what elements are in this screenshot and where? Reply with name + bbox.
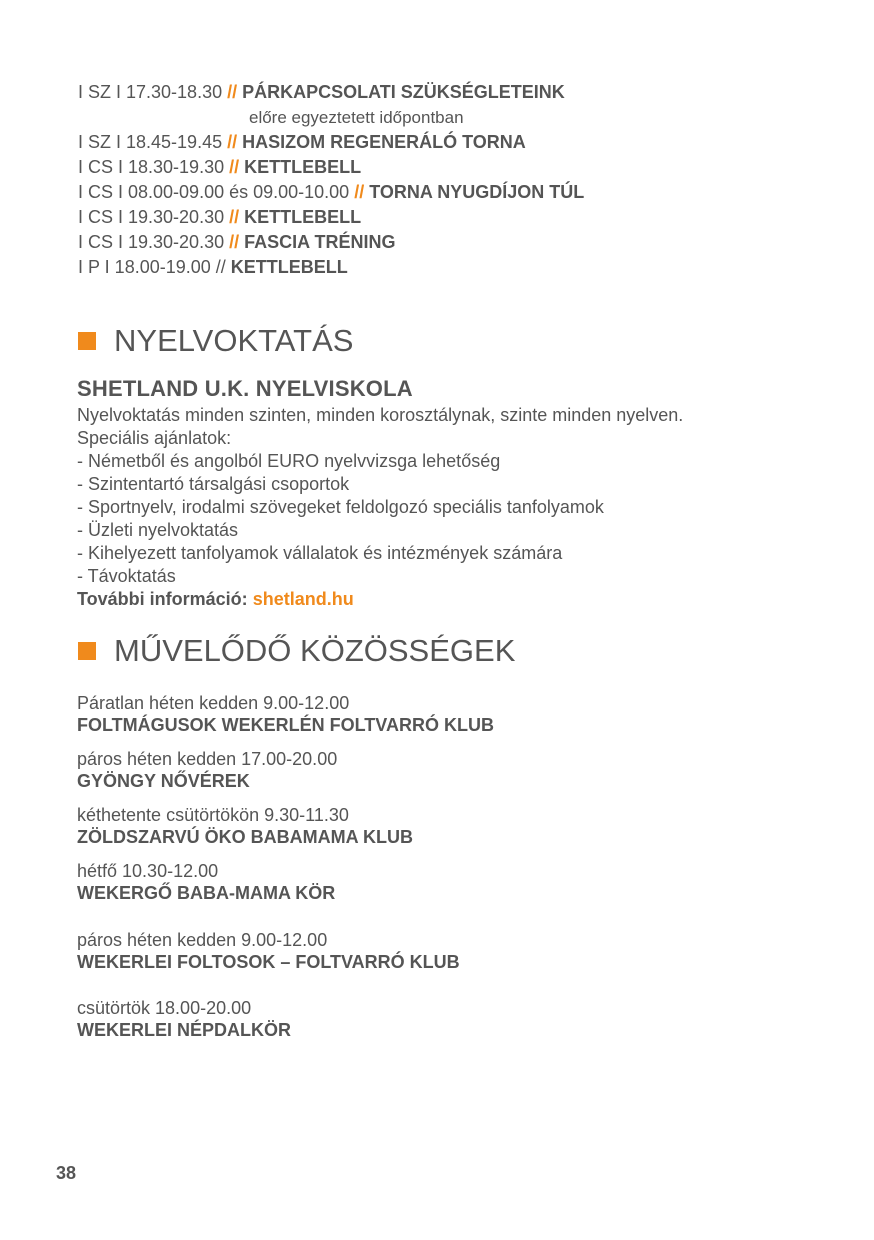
separator: // <box>224 232 245 252</box>
schedule-note: előre egyeztetett időpontban <box>249 108 464 127</box>
section-heading-language <box>78 323 353 359</box>
schedule-item <box>78 255 838 280</box>
club-name: WEKERLEI FOLTOSOK – FOLTVARRÓ KLUB <box>77 952 460 972</box>
schedule-item <box>78 180 838 205</box>
club-item <box>77 860 837 904</box>
schedule-title: KETTLEBELL <box>244 157 362 177</box>
schedule-list <box>78 80 838 280</box>
schedule-day: I CS I 18.30-19.30 <box>78 157 225 177</box>
schedule-title: TORNA NYUGDÍJON TÚL <box>369 182 585 202</box>
school-line: - Üzleti nyelvoktatás <box>77 520 239 540</box>
schedule-day: I SZ I 18.45-19.45 <box>78 132 223 152</box>
page-number: 38 <box>56 1163 77 1183</box>
schedule-item <box>78 130 838 155</box>
club-name: WEKERLEI NÉPDALKÖR <box>77 1020 292 1040</box>
website-link[interactable]: shetland.hu <box>252 589 354 609</box>
club-name: FOLTMÁGUSOK WEKERLÉN FOLTVARRÓ KLUB <box>77 715 494 735</box>
schedule-item <box>78 230 838 255</box>
schedule-title: HASIZOM REGENERÁLÓ TORNA <box>242 132 526 152</box>
schedule-item <box>78 80 838 105</box>
school-line: - Kihelyezett tanfolyamok vállalatok és intézmények számára <box>77 543 563 563</box>
club-time: Páratlan héten kedden 9.00-12.00 <box>77 693 350 713</box>
orange-square-icon <box>78 642 96 660</box>
club-item <box>77 804 837 848</box>
section-heading-communities <box>78 633 515 669</box>
orange-square-icon <box>78 332 96 350</box>
section-heading-text: MŰVELŐDŐ KÖZÖSSÉGEK <box>114 633 516 668</box>
schedule-item <box>78 205 838 230</box>
separator: // <box>222 82 243 102</box>
school-line: Nyelvoktatás minden szinten, minden korosztálynak, szinte minden nyelven. <box>77 405 684 425</box>
club-name: ZÖLDSZARVÚ ÖKO BABAMAMA KLUB <box>77 827 413 847</box>
club-time: kéthetente csütörtökön 9.30-11.30 <box>77 805 349 825</box>
school-line: - Sportnyelv, irodalmi szövegeket feldolgozó speciális tanfolyamok <box>77 497 604 517</box>
club-item <box>77 929 837 973</box>
separator: // <box>222 132 243 152</box>
club-name: GYÖNGY NŐVÉREK <box>77 771 250 791</box>
school-line: Speciális ajánlatok: <box>77 428 232 448</box>
separator: // <box>210 257 231 277</box>
club-item <box>77 692 837 736</box>
separator: // <box>224 157 245 177</box>
club-name: WEKERGŐ BABA-MAMA KÖR <box>77 883 336 903</box>
separator: // <box>349 182 370 202</box>
schedule-day: I CS I 19.30-20.30 <box>78 232 225 252</box>
section-heading-text: NYELVOKTATÁS <box>114 323 354 358</box>
schedule-day: I CS I 19.30-20.30 <box>78 207 225 227</box>
schedule-day: I CS I 08.00-09.00 és 09.00-10.00 <box>78 182 350 202</box>
club-time: hétfő 10.30-12.00 <box>77 861 219 881</box>
schedule-title: FASCIA TRÉNING <box>244 232 396 252</box>
club-item <box>77 997 837 1041</box>
separator: // <box>224 207 245 227</box>
schedule-title: PÁRKAPCSOLATI SZÜKSÉGLETEINK <box>242 82 565 102</box>
club-time: csütörtök 18.00-20.00 <box>77 998 252 1018</box>
club-time: páros héten kedden 9.00-12.00 <box>77 930 328 950</box>
club-item <box>77 748 837 792</box>
more-info <box>77 588 837 611</box>
more-info-label: További információ: <box>77 589 253 609</box>
schedule-title: KETTLEBELL <box>230 257 348 277</box>
school-name: SHETLAND U.K. NYELVISKOLA <box>77 376 413 401</box>
language-school-block <box>77 374 837 611</box>
school-line: - Távoktatás <box>77 566 176 586</box>
schedule-day: I P I 18.00-19.00 <box>78 257 211 277</box>
schedule-day: I SZ I 17.30-18.30 <box>78 82 223 102</box>
schedule-title: KETTLEBELL <box>244 207 362 227</box>
club-time: páros héten kedden 17.00-20.00 <box>77 749 338 769</box>
school-line: - Szintentartó társalgási csoportok <box>77 474 350 494</box>
school-line: - Németből és angolból EURO nyelvvizsga lehetőség <box>77 451 501 471</box>
schedule-item <box>78 155 838 180</box>
